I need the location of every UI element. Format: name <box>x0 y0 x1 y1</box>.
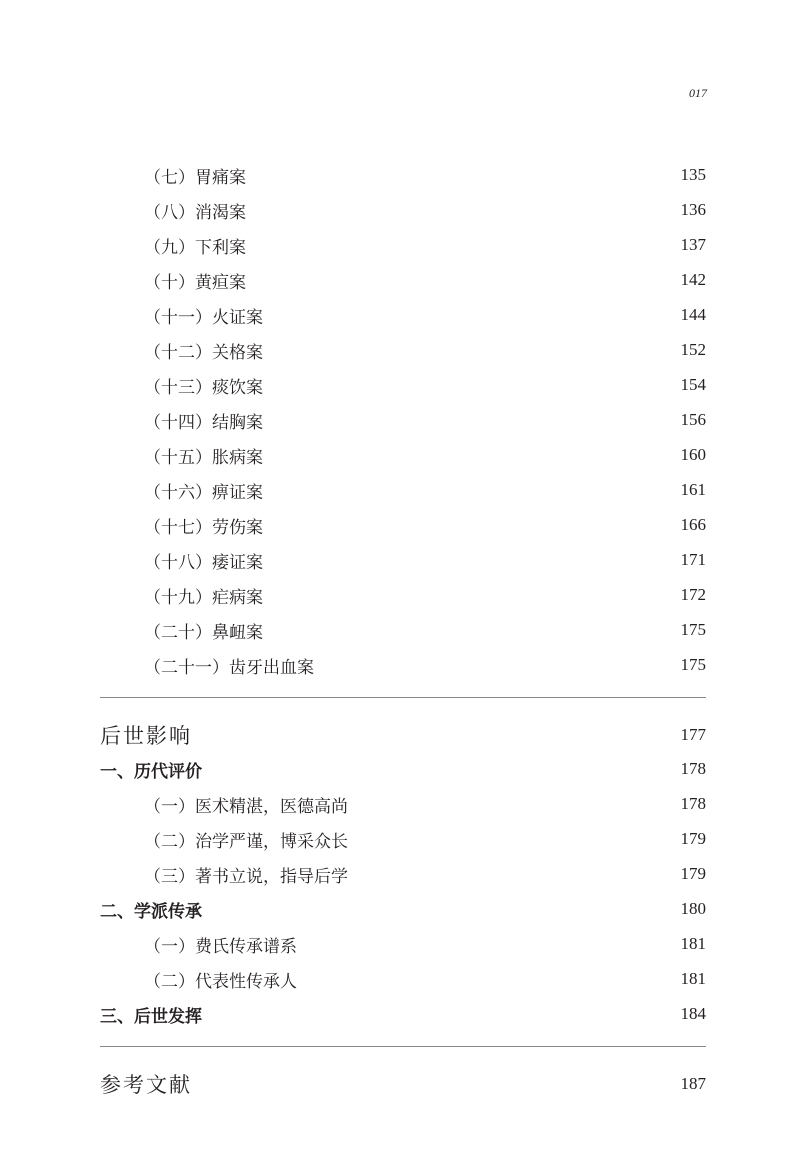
toc-entry-title: （十六）痹证案 <box>144 482 263 503</box>
toc-entry[interactable] <box>100 230 706 260</box>
toc-entry-title: （十七）劳伤案 <box>144 517 263 538</box>
toc-entry-title: （十二）关格案 <box>144 342 263 363</box>
toc-entry-title: （一）医术精湛，医德高尚 <box>144 796 348 817</box>
toc-entry-title: （二）代表性传承人 <box>144 971 297 992</box>
toc-entry-page: 178 <box>680 794 706 813</box>
toc-entry-page: 175 <box>680 655 706 674</box>
toc-section[interactable] <box>100 999 706 1029</box>
toc-entry-page: 161 <box>680 480 706 499</box>
toc-entry[interactable] <box>100 475 706 505</box>
toc-entry-title: （二十一）齿牙出血案 <box>144 657 314 678</box>
toc-entry-title: （七）胃痛案 <box>144 167 246 188</box>
toc-entry-page: 136 <box>680 200 706 219</box>
toc-chapter[interactable] <box>100 720 706 750</box>
toc-entry-title: （十三）痰饮案 <box>144 377 263 398</box>
toc-entry-title: （三）著书立说，指导后学 <box>144 866 348 887</box>
toc-entry[interactable] <box>100 195 706 225</box>
toc-entry-page: 154 <box>680 375 706 394</box>
toc-entry[interactable] <box>100 650 706 680</box>
toc-entry-page: 152 <box>680 340 706 359</box>
toc-entry-page: 181 <box>680 934 706 953</box>
toc-section-page: 184 <box>680 1004 706 1023</box>
toc-entry-page: 172 <box>680 585 706 604</box>
toc-entry[interactable] <box>100 300 706 330</box>
toc-entry-page: 142 <box>680 270 706 289</box>
toc-entry[interactable] <box>100 580 706 610</box>
toc-entry-title: （一）费氏传承谱系 <box>144 936 297 957</box>
toc-section-page: 178 <box>680 759 706 778</box>
toc-section-title: 三、后世发挥 <box>100 1006 202 1027</box>
section-divider <box>100 1046 706 1047</box>
toc-entry-page: 135 <box>680 165 706 184</box>
toc-chapter-title: 后世影响 <box>100 724 192 748</box>
toc-entry-page: 171 <box>680 550 706 569</box>
toc-entry-title: （十九）疟病案 <box>144 587 263 608</box>
toc-chapter[interactable] <box>100 1069 706 1099</box>
toc-entry[interactable] <box>100 160 706 190</box>
toc-entry-page: 179 <box>680 864 706 883</box>
toc-entry[interactable] <box>100 405 706 435</box>
toc-section-title: 一、历代评价 <box>100 761 202 782</box>
toc-entry-page: 181 <box>680 969 706 988</box>
toc-entry-title: （十五）胀病案 <box>144 447 263 468</box>
toc-entry-page: 137 <box>680 235 706 254</box>
toc-entry-page: 156 <box>680 410 706 429</box>
toc-entry[interactable] <box>100 929 706 959</box>
toc-section[interactable] <box>100 754 706 784</box>
toc-entry[interactable] <box>100 824 706 854</box>
toc-entry-title: （十八）痿证案 <box>144 552 263 573</box>
toc-entry[interactable] <box>100 789 706 819</box>
toc-entry[interactable] <box>100 964 706 994</box>
toc-entry-page: 166 <box>680 515 706 534</box>
toc-entry-page: 179 <box>680 829 706 848</box>
toc-entry-title: （十）黄疸案 <box>144 272 246 293</box>
toc-entry-page: 144 <box>680 305 706 324</box>
section-divider <box>100 697 706 698</box>
toc-entry-title: （二）治学严谨，博采众长 <box>144 831 348 852</box>
toc-section-page: 180 <box>680 899 706 918</box>
toc-entry-title: （二十）鼻衄案 <box>144 622 263 643</box>
toc-entry[interactable] <box>100 370 706 400</box>
toc-entry-title: （十四）结胸案 <box>144 412 263 433</box>
page-number: 017 <box>689 86 707 100</box>
toc-entry-title: （八）消渴案 <box>144 202 246 223</box>
toc-entry[interactable] <box>100 440 706 470</box>
toc-entry[interactable] <box>100 510 706 540</box>
toc-chapter-title: 参考文献 <box>100 1073 192 1097</box>
toc-entry[interactable] <box>100 545 706 575</box>
toc-chapter-page: 177 <box>680 725 706 744</box>
toc-entry-title: （九）下利案 <box>144 237 246 258</box>
toc-entry-page: 175 <box>680 620 706 639</box>
toc-entry[interactable] <box>100 335 706 365</box>
toc-entry[interactable] <box>100 615 706 645</box>
toc-section-title: 二、学派传承 <box>100 901 202 922</box>
toc-entry[interactable] <box>100 859 706 889</box>
toc-chapter-page: 187 <box>680 1074 706 1093</box>
toc-entry-title: （十一）火证案 <box>144 307 263 328</box>
toc-entry-page: 160 <box>680 445 706 464</box>
toc-entry[interactable] <box>100 265 706 295</box>
toc-section[interactable] <box>100 894 706 924</box>
